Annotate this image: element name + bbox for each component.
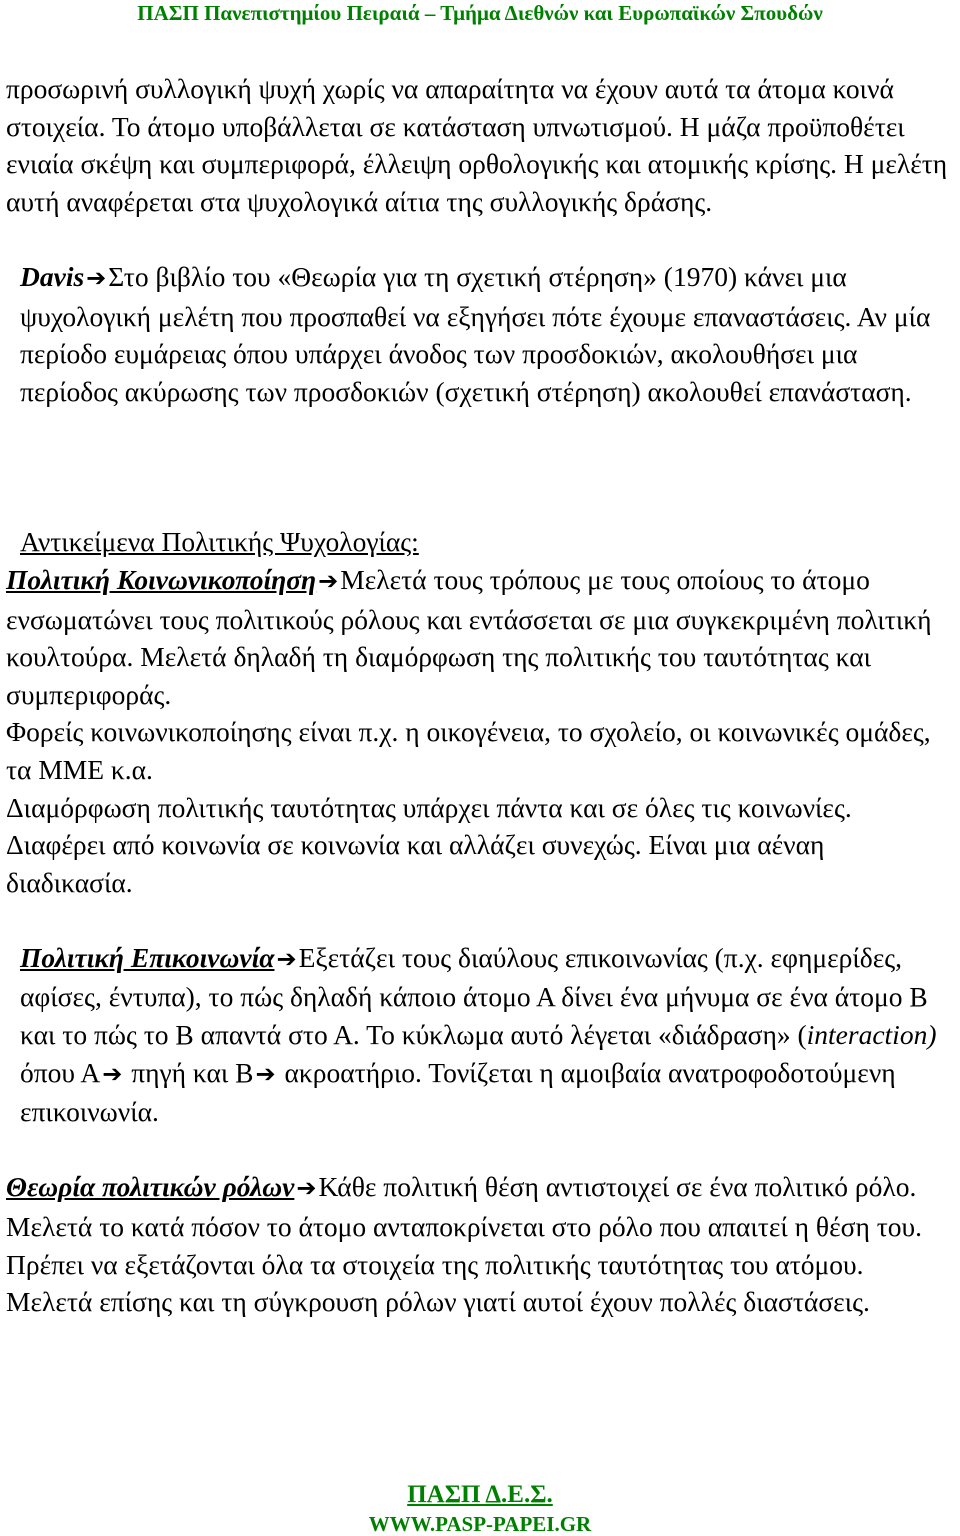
paragraph-davis xyxy=(6,258,956,410)
document-body xyxy=(6,70,956,1321)
footer-title: ΠΑΣΠ Δ.Ε.Σ. xyxy=(407,1481,553,1508)
page-header: ΠΑΣΠ Πανεπιστημίου Πειραιά – Τμήμα Διεθνών και Ευρωπαϊκών Σπουδών xyxy=(137,1,823,25)
communication-interaction-term: interaction) xyxy=(806,1019,937,1051)
communication-text-d: ακροατήριο. Τονίζεται η αμοιβαία ανατροφοδοτούμενη επικοινωνία. xyxy=(20,1056,896,1128)
arrow-right-icon: ➔ xyxy=(255,1059,276,1088)
spacer xyxy=(6,410,956,523)
paragraph-socialization xyxy=(6,561,956,713)
arrow-right-icon: ➔ xyxy=(276,944,297,973)
spacer xyxy=(6,901,956,939)
arrow-right-icon: ➔ xyxy=(318,566,339,595)
spacer xyxy=(6,1131,956,1169)
paragraph-roles xyxy=(6,1168,956,1320)
davis-term: Davis xyxy=(20,260,85,292)
davis-text: Στο βιβλίο του «Θεωρία για τη σχετική στέρηση» (1970) κάνει μια ψυχολογική μελέτη που προσπαθεί να εξηγήσει πότε έχουμε επαναστάσεις. Αν μία περίοδο ευμάρειας όπου υπάρχει άνοδος των προσδοκιών, ακολουθήσει μια περίοδος ακύρωσης των προσδοκιών (σχετική στέρηση) ακολουθεί επανάσταση. xyxy=(20,260,931,407)
paragraph-communication xyxy=(6,939,956,1131)
arrow-right-icon: ➔ xyxy=(296,1174,317,1203)
spacer xyxy=(6,220,956,258)
communication-text-a: Εξετάζει τους διαύλους επικοινωνίας (π.χ. εφημερίδες, αφίσες, έντυπα), το πώς δηλαδή κάποιο άτομο Α δίνει ένα μήνυμα σε ένα άτομο Β και το πώς το Β απαντά στο Α. Το κύκλωμα αυτό λέγεται «διάδραση» ( xyxy=(20,941,928,1051)
paragraph-identity-formation: Διαμόρφωση πολιτικής ταυτότητας υπάρχει πάντα και σε όλες τις κοινωνίες. Διαφέρει από κοινωνία σε κοινωνία και αλλάζει συνεχώς. Είναι μια αέναη διαδικασία. xyxy=(6,791,852,898)
section-heading: Αντικείμενα Πολιτικής Ψυχολογίας: xyxy=(20,526,419,558)
socialization-text: Μελετά τους τρόπους με τους οποίους το άτομο ενσωματώνει τους πολιτικούς ρόλους και εντάσσεται σε μια συγκεκριμένη πολιτική κουλτούρα. Μελετά δηλαδή τη διαμόρφωση της πολιτικής του ταυτότητας και συμπεριφοράς. xyxy=(6,563,932,710)
arrow-right-icon: ➔ xyxy=(86,263,107,292)
roles-text: Κάθε πολιτική θέση αντιστοιχεί σε ένα πολιτικό ρόλο. Μελετά το κατά πόσον το άτομο ανταποκρίνεται στο ρόλο που απαιτεί η θέση του. Πρέπει να εξετάζονται όλα τα στοιχεία της πολιτικής ταυτότητας του ατόμου. Μελετά επίσης και τη σύγκρουση ρόλων γιατί αυτοί έχουν πολλές διαστάσεις. xyxy=(6,1171,923,1318)
communication-text-b: όπου Α xyxy=(20,1056,101,1088)
communication-term: Πολιτική Επικοινωνία xyxy=(20,941,275,973)
paragraph-mass-psychology: προσωρινή συλλογική ψυχή χωρίς να απαραίτητα να έχουν αυτά τα άτομα κοινά στοιχεία. Το άτομο υποβάλλεται σε κατάσταση υπνωτισμού. Η μάζα προϋποθέτει ενιαία σκέψη και συμπεριφορά, έλλειψη ορθολογικής και ατομικής κρίσης. Η μελέτη αυτή αναφέρεται στα ψυχολογικά αίτια της συλλογικής δράσης. xyxy=(6,73,948,217)
arrow-right-icon: ➔ xyxy=(102,1059,123,1088)
socialization-term: Πολιτική Κοινωνικοποίηση xyxy=(6,563,317,595)
communication-text-c: πηγή και Β xyxy=(124,1056,254,1088)
roles-term: Θεωρία πολιτικών ρόλων xyxy=(6,1171,295,1203)
footer-url[interactable]: WWW.PASP-PAPEI.GR xyxy=(368,1512,592,1536)
paragraph-socialization-agents: Φορείς κοινωνικοποίησης είναι π.χ. η οικογένεια, το σχολείο, οι κοινωνικές ομάδες, τα ΜΜΕ κ.α. xyxy=(6,716,931,785)
